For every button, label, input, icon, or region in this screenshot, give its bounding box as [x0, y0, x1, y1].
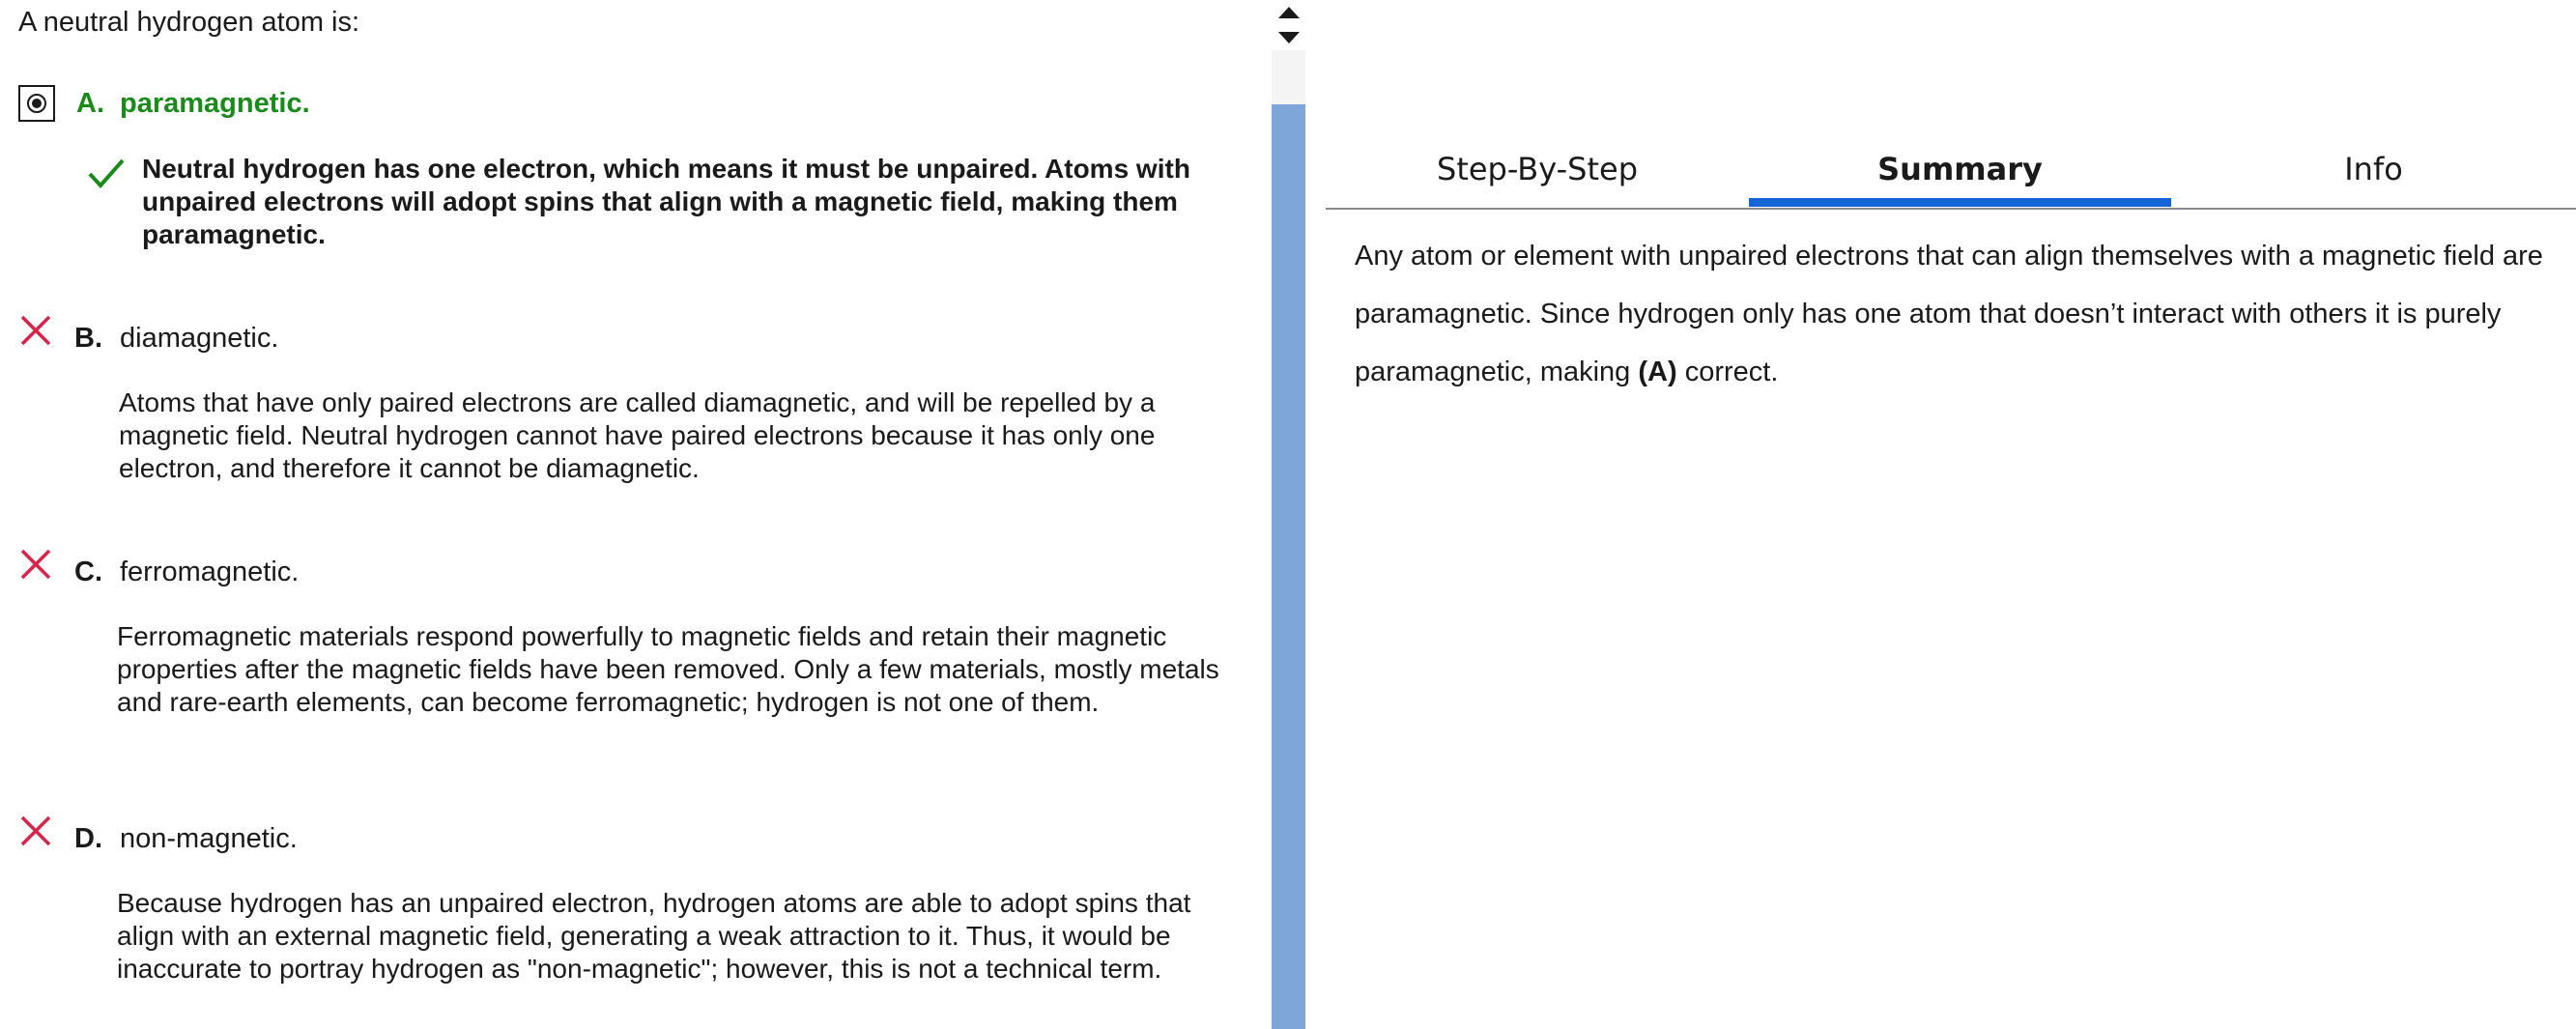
choice-b[interactable] [74, 322, 278, 355]
x-mark-icon [18, 814, 53, 848]
choice-c-explanation: Ferromagnetic materials respond powerfully to magnetic fields and retain their magnetic properties after the magnetic fields have been removed. Only a few materials, mostly metals and rare-earth elements, can become ferromagnetic; hydrogen is not one of them. [117, 621, 1219, 717]
tab-info[interactable]: Info [2344, 151, 2403, 187]
explanation-pane [1326, 0, 2576, 1029]
choice-b-text: diamagnetic. [120, 323, 279, 354]
choice-c[interactable] [74, 556, 299, 588]
checkmark-icon [87, 157, 126, 189]
choice-b-explanation: Atoms that have only paired electrons are called diamagnetic, and will be repelled by a magnetic field. Neutral hydrogen cannot have paired electrons because it has only one electron, and therefore it cannot be diamagnetic. [119, 387, 1156, 483]
choice-d-explanation: Because hydrogen has an unpaired electron, hydrogen atoms are able to adopt spins that align with an external magnetic field, generating a weak attraction to it. Thus, it would be inaccurate to portray hydrogen as "non-magnetic"; however, this is not a technical term. [117, 888, 1191, 984]
choice-a-letter: A. [76, 88, 104, 119]
choice-b-letter: B. [74, 323, 102, 354]
summary-text [1355, 227, 2543, 401]
summary-text-body: Any atom or element with unpaired electrons that can align themselves with a magnetic field are paramagnetic. Since hydrogen only has one atom that doesn’t interact with others it is purely paramagnetic, making [1355, 241, 2543, 387]
choice-a[interactable] [18, 85, 310, 122]
tab-step-by-step[interactable]: Step-By-Step [1437, 151, 1638, 187]
choice-d-letter: D. [74, 823, 102, 854]
scroll-down-arrow-icon[interactable] [1272, 25, 1305, 50]
choice-d[interactable] [74, 822, 298, 855]
radio-selected-icon[interactable] [18, 85, 55, 122]
scroll-thumb[interactable] [1272, 104, 1305, 1029]
x-mark-icon [18, 313, 53, 348]
summary-text-end: correct. [1676, 357, 1779, 387]
choice-a-text: paramagnetic. [120, 88, 310, 119]
tab-summary[interactable]: Summary [1877, 151, 2043, 187]
x-mark-icon [18, 547, 53, 582]
choice-c-letter: C. [74, 557, 102, 587]
scroll-up-arrow-icon[interactable] [1272, 0, 1305, 25]
scroll-track[interactable] [1272, 50, 1305, 104]
summary-answer-emphasis: (A) [1638, 357, 1677, 387]
choice-c-text: ferromagnetic. [120, 557, 300, 587]
tab-bar [1326, 130, 2576, 210]
question-prompt: A neutral hydrogen atom is: [18, 7, 360, 38]
choice-d-text: non-magnetic. [120, 823, 298, 854]
choice-a-explanation: Neutral hydrogen has one electron, which means it must be unpaired. Atoms with unpaired electrons will adopt spins that align with a magnetic field, making them paramagnetic. [142, 154, 1190, 249]
vertical-scrollbar[interactable] [1272, 0, 1305, 1029]
question-pane [0, 0, 1272, 1029]
active-tab-indicator [1749, 198, 2171, 207]
